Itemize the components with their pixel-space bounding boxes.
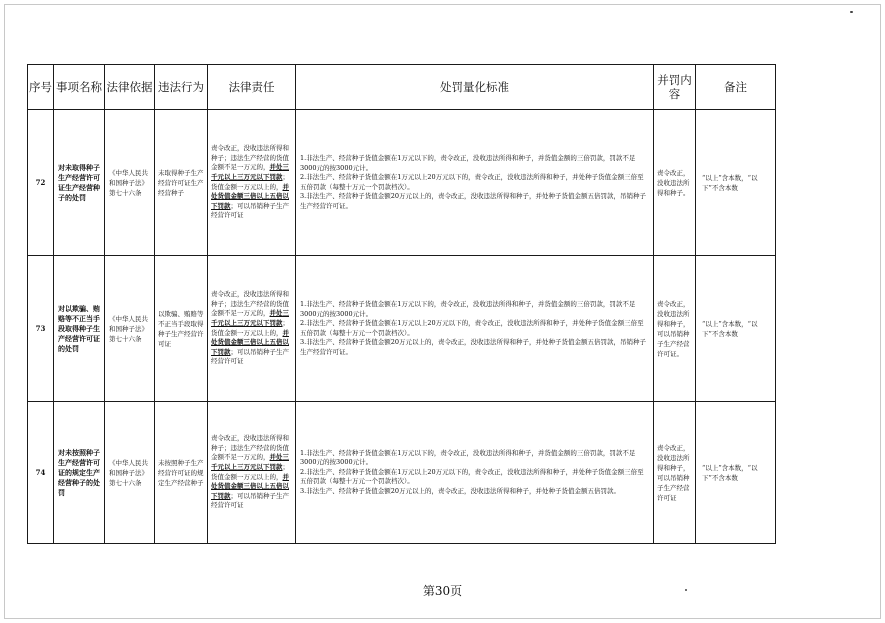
item-name: 对未取得种子生产经营许可证生产经营种子的处罚 xyxy=(54,110,105,256)
combined-penalty: 责令改正，没收违法所得和种子，可以吊销种子生产经营许可证 xyxy=(654,402,696,544)
remark xyxy=(696,402,776,544)
resp-text: ；货值金额一万元以上的， xyxy=(211,172,289,191)
resp-fine-large: 并处货值金额三倍以上五倍以下罚款 xyxy=(211,182,289,210)
page-number: 第30页 xyxy=(422,584,463,598)
header-no: 序号 xyxy=(28,65,54,110)
combined-penalty: 责令改正，没收违法所得和种子，可以吊销种子生产经营许可证。 xyxy=(654,256,696,402)
penalty-standard xyxy=(296,110,654,256)
legal-responsibility xyxy=(208,110,296,256)
standard-item: 3.非法生产、经营种子货值金额20万元以上的，责令改正，没收违法所得和种子，并处种子货值金额五倍罚款。 xyxy=(300,486,620,495)
standard-item: 1.非法生产、经营种子货值金额在1万元以下的，责令改正，没收违法所得和种子，并货值金额的三倍罚款，罚款不足3000元的按3000元计。 xyxy=(300,300,636,318)
resp-fine-large: 并处货值金额三倍以上五倍以下罚款 xyxy=(211,328,289,356)
item-name: 对未按照种子生产经营许可证的规定生产经营种子的处罚 xyxy=(54,402,105,544)
remark-text: “以上”含本数，“以下”不含本数 xyxy=(702,463,758,482)
violation: 以欺骗、贿赂等不正当手段取得种子生产经营许可证 xyxy=(155,256,208,402)
resp-text: 责令改正，没收违法所得和种子；违法生产经营的货值金额不足一万元的， xyxy=(211,144,289,172)
penalty-standard xyxy=(296,256,654,402)
resp-text: 责令改正，没收违法所得和种子；违法生产经营的货值金额不足一万元的， xyxy=(211,434,289,462)
header-basis: 法律依据 xyxy=(105,65,155,110)
header-row xyxy=(28,65,776,110)
header-resp: 法律责任 xyxy=(208,65,296,110)
header-note: 备注 xyxy=(696,65,776,110)
violation: 未按照种子生产经营许可证的规定生产经营种子 xyxy=(155,402,208,544)
row-number: 73 xyxy=(28,256,54,402)
resp-fine-small: 并处三千元以上三万元以下罚款 xyxy=(211,453,289,471)
remark-text: “以上”含本数，“以下”不含本数 xyxy=(702,319,758,338)
scan-speck xyxy=(850,11,853,13)
legal-basis: 《中华人民共和国种子法》第七十六条 xyxy=(105,402,155,544)
row-number: 72 xyxy=(28,110,54,256)
standard-item: 1.非法生产、经营种子货值金额在1万元以下的，责令改正，没收违法所得和种子，并货值金额的三倍罚款，罚款不足3000元的按3000元计。 xyxy=(300,154,636,172)
header-std: 处罚量化标准 xyxy=(296,65,654,110)
resp-fine-large: 并处货值金额三倍以上五倍以下罚款 xyxy=(211,472,289,500)
resp-text: ；货值金额一万元以上的， xyxy=(211,462,289,481)
resp-text: ；货值金额一万元以上的， xyxy=(211,318,289,337)
table-row xyxy=(28,256,776,402)
header-name: 事项名称 xyxy=(54,65,105,110)
resp-text: 责令改正，没收违法所得和种子；违法生产经营的货值金额不足一万元的， xyxy=(211,290,289,318)
row-number: 74 xyxy=(28,402,54,544)
standard-item: 3.非法生产、经营种子货值金额20万元以上的，责令改正，没收违法所得和种子，并处种子货值金额五倍罚款，吊销种子生产经营许可证。 xyxy=(300,192,646,210)
penalty-standard-table xyxy=(27,64,776,544)
standard-item: 2.非法生产、经营种子货值金额在1万元以上20万元以下的，责令改正，没收违法所得和种子，并处种子货值金额三倍至五倍罚款（每整十万元一个罚款档次）。 xyxy=(300,467,644,486)
item-name: 对以欺骗、贿赂等不正当手段取得种子生产经营许可证的处罚 xyxy=(54,256,105,402)
table-row xyxy=(28,402,776,544)
standard-item: 2.非法生产、经营种子货值金额在1万元以上20万元以下的，责令改正，没收违法所得和种子，并处种子货值金额三倍至五倍罚款（每整十万元一个罚款档次）。 xyxy=(300,173,644,191)
legal-responsibility xyxy=(208,402,296,544)
legal-responsibility xyxy=(208,256,296,402)
remark xyxy=(696,256,776,402)
penalty-standard xyxy=(296,402,654,544)
header-act: 违法行为 xyxy=(155,65,208,110)
table-row xyxy=(28,110,776,256)
combined-penalty: 责令改正，没收违法所得和种子。 xyxy=(654,110,696,256)
resp-text: ；可以吊销种子生产经营许可证 xyxy=(211,491,289,510)
violation: 未取得种子生产经营许可证生产经营种子 xyxy=(155,110,208,256)
resp-text: ；可以吊销种子生产经营许可证 xyxy=(211,347,289,366)
standard-item: 1.非法生产、经营种子货值金额在1万元以下的，责令改正，没收违法所得和种子，并货值金额的三倍罚款，罚款不足3000元的按3000元计。 xyxy=(300,448,636,467)
legal-basis: 《中华人民共和国种子法》第七十六条 xyxy=(105,256,155,402)
resp-fine-small: 并处三千元以上三万元以下罚款 xyxy=(211,163,289,181)
header-fine: 并罚内容 xyxy=(654,65,696,110)
remark xyxy=(696,110,776,256)
remark-text: “以上”含本数，“以下”不含本数 xyxy=(702,173,758,192)
resp-fine-small: 并处三千元以上三万元以下罚款 xyxy=(211,309,289,327)
resp-text: ；可以吊销种子生产经营许可证 xyxy=(211,201,289,220)
standard-item: 3.非法生产、经营种子货值金额20万元以上的，责令改正，没收违法所得和种子，并处种子货值金额五倍罚款，吊销种子生产经营许可证。 xyxy=(300,338,646,356)
standard-item: 2.非法生产、经营种子货值金额在1万元以上20万元以下的，责令改正，没收违法所得和种子，并处种子货值金额三倍至五倍罚款（每整十万元一个罚款档次）。 xyxy=(300,319,644,337)
legal-basis: 《中华人民共和国种子法》第七十六条 xyxy=(105,110,155,256)
